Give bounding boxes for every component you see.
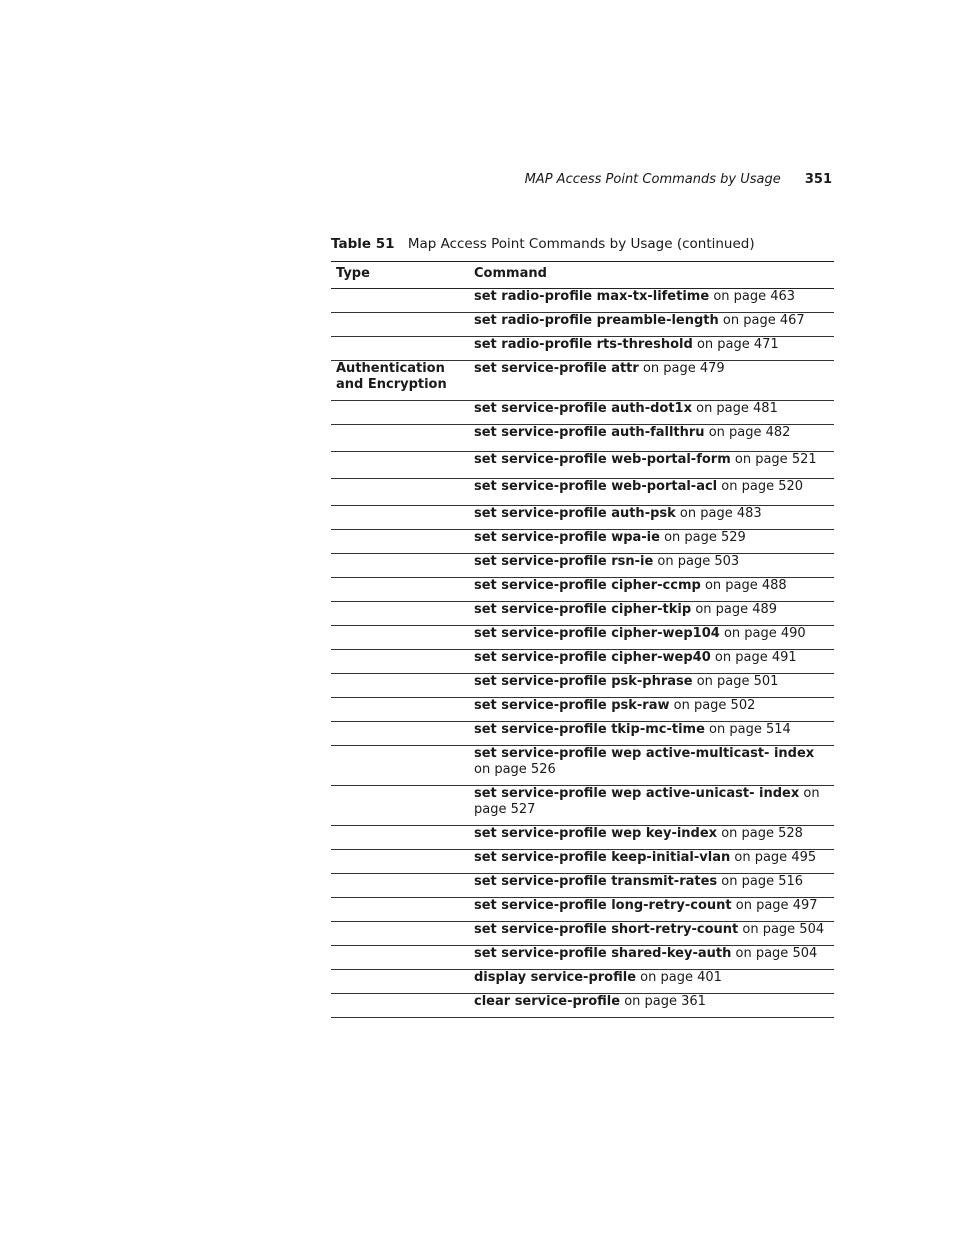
page-reference: on page 528 <box>721 826 803 841</box>
page-reference: on page 502 <box>673 698 756 713</box>
table-header-row <box>331 262 834 289</box>
page-reference: on page 401 <box>640 970 722 985</box>
running-header <box>525 171 832 189</box>
cell-type <box>331 874 469 898</box>
cell-type <box>331 994 469 1018</box>
cell-type <box>331 452 469 479</box>
table-row <box>331 289 834 313</box>
cell-command <box>469 698 834 722</box>
page-reference: on page 481 <box>696 401 778 416</box>
cell-command <box>469 746 834 786</box>
running-header-title: MAP Access Point Commands by Usage <box>524 172 781 187</box>
table-caption-text: Map Access Point Commands by Usage (continued) <box>407 236 755 252</box>
page-reference: on page 479 <box>642 361 725 376</box>
cell-command <box>469 530 834 554</box>
table-body <box>331 289 834 1018</box>
cell-type <box>331 506 469 530</box>
page-reference: on page 491 <box>714 650 797 665</box>
page-reference: on page 471 <box>696 337 779 352</box>
cell-type <box>331 602 469 626</box>
table-row <box>331 626 834 650</box>
table-row <box>331 970 834 994</box>
page-reference: on page 520 <box>721 479 804 494</box>
cell-type <box>331 698 469 722</box>
cell-type <box>331 722 469 746</box>
page-reference: on page 463 <box>713 289 796 304</box>
command-name-link[interactable]: set service-profile cipher-wep40 <box>474 650 711 665</box>
column-header-command: Command <box>474 266 547 281</box>
page-reference: on page 483 <box>679 506 762 521</box>
page-reference: on page 495 <box>734 850 817 865</box>
page-reference: on page 521 <box>734 452 817 467</box>
cell-command <box>469 946 834 970</box>
cell-type <box>331 337 469 361</box>
page-reference: on page 514 <box>709 722 791 737</box>
command-name-link[interactable]: set service-profile short-retry-count <box>474 922 739 937</box>
command-name-link[interactable]: set service-profile cipher-tkip <box>474 602 692 617</box>
command-name-link[interactable]: set service-profile wep active-unicast- index <box>474 786 800 801</box>
command-name-link[interactable]: set radio-profile preamble-length <box>474 313 719 328</box>
page-reference: on page 527 <box>474 786 820 817</box>
table-row <box>331 922 834 946</box>
cell-type <box>331 425 469 452</box>
command-name-link[interactable]: set service-profile web-portal-acl <box>474 479 718 494</box>
command-name-link[interactable]: set service-profile shared-key-auth <box>474 946 732 961</box>
table-row <box>331 554 834 578</box>
cell-type <box>331 650 469 674</box>
cell-command <box>469 506 834 530</box>
table-row <box>331 874 834 898</box>
cell-type <box>331 626 469 650</box>
commands-table <box>331 261 834 1018</box>
cell-command <box>469 922 834 946</box>
cell-type <box>331 898 469 922</box>
table-row <box>331 850 834 874</box>
cell-type <box>331 922 469 946</box>
table-row <box>331 452 834 479</box>
command-name-link[interactable]: set service-profile wep active-multicast- index <box>474 746 815 761</box>
cell-type <box>331 850 469 874</box>
command-name-link[interactable]: display service-profile <box>474 970 637 985</box>
cell-type <box>331 674 469 698</box>
table-row <box>331 746 834 786</box>
command-name-link[interactable]: set service-profile psk-raw <box>474 698 670 713</box>
table-row <box>331 650 834 674</box>
cell-command <box>469 554 834 578</box>
table-row <box>331 898 834 922</box>
table-row <box>331 361 834 401</box>
cell-command <box>469 425 834 452</box>
cell-type <box>331 946 469 970</box>
cell-command <box>469 850 834 874</box>
command-name-link[interactable]: set service-profile auth-fallthru <box>474 425 705 440</box>
page-number: 351 <box>804 172 832 187</box>
page-reference: on page 489 <box>695 602 778 617</box>
command-name-link[interactable]: set service-profile web-portal-form <box>474 452 731 467</box>
cell-command <box>469 826 834 850</box>
cell-command <box>469 874 834 898</box>
cell-command <box>469 289 834 313</box>
page-reference: on page 501 <box>696 674 779 689</box>
command-name-link[interactable]: set service-profile rsn-ie <box>474 554 654 569</box>
table-row <box>331 674 834 698</box>
cell-command <box>469 578 834 602</box>
cell-type <box>331 479 469 506</box>
table-row <box>331 946 834 970</box>
cell-type <box>331 826 469 850</box>
cell-command <box>469 994 834 1018</box>
page-reference: on page 503 <box>657 554 740 569</box>
cell-command <box>469 401 834 425</box>
table-row <box>331 506 834 530</box>
cell-command <box>469 626 834 650</box>
command-name-link[interactable]: set service-profile attr <box>474 361 639 376</box>
page-reference: on page 529 <box>664 530 746 545</box>
table-row <box>331 722 834 746</box>
table-row <box>331 578 834 602</box>
page-reference: on page 504 <box>742 922 825 937</box>
table-caption-label: Table 51 <box>331 236 395 252</box>
cell-type: Authentication and Encryption <box>336 361 447 392</box>
cell-type <box>331 970 469 994</box>
cell-type <box>331 554 469 578</box>
command-name-link[interactable]: clear service-profile <box>474 994 621 1009</box>
column-header-type: Type <box>336 266 370 281</box>
table-row <box>331 530 834 554</box>
cell-command <box>469 337 834 361</box>
cell-command <box>469 722 834 746</box>
cell-command <box>469 452 834 479</box>
cell-type <box>331 786 469 826</box>
cell-command <box>469 361 834 401</box>
table-caption <box>331 235 755 253</box>
cell-command <box>469 479 834 506</box>
cell-command <box>469 970 834 994</box>
command-name-link[interactable]: set service-profile wep key-index <box>474 826 718 841</box>
command-name-link[interactable]: set radio-profile max-tx-lifetime <box>474 289 710 304</box>
command-name-link[interactable]: set service-profile tkip-mc-time <box>474 722 705 737</box>
cell-type <box>331 401 469 425</box>
cell-command <box>469 650 834 674</box>
command-name-link[interactable]: set service-profile cipher-wep104 <box>474 626 720 641</box>
table-row <box>331 786 834 826</box>
page-reference: on page 526 <box>474 761 556 777</box>
command-name-link[interactable]: set service-profile psk-phrase <box>474 674 693 689</box>
table-row <box>331 401 834 425</box>
cell-command <box>469 313 834 337</box>
cell-command <box>469 602 834 626</box>
table-row <box>331 313 834 337</box>
cell-type <box>331 746 469 786</box>
commands-table-container <box>331 261 834 1018</box>
table-row <box>331 826 834 850</box>
page-reference: on page 361 <box>624 994 706 1009</box>
page-reference: on page 497 <box>735 898 818 913</box>
table-row <box>331 479 834 506</box>
cell-type <box>331 578 469 602</box>
page-reference: on page 504 <box>735 946 818 961</box>
command-name-link[interactable]: set service-profile long-retry-count <box>474 898 732 913</box>
page-reference: on page 467 <box>722 313 805 328</box>
command-name-link[interactable]: set radio-profile rts-threshold <box>474 337 693 352</box>
table-row <box>331 337 834 361</box>
table-row <box>331 698 834 722</box>
page-reference: on page 516 <box>721 874 804 889</box>
command-name-link[interactable]: set service-profile cipher-ccmp <box>474 578 701 593</box>
cell-command <box>469 898 834 922</box>
command-name-link[interactable]: set service-profile wpa-ie <box>474 530 660 545</box>
page-reference: on page 482 <box>708 425 791 440</box>
cell-type <box>331 313 469 337</box>
table-row <box>331 602 834 626</box>
command-name-link[interactable]: set service-profile auth-psk <box>474 506 676 521</box>
command-name-link[interactable]: set service-profile transmit-rates <box>474 874 718 889</box>
cell-command <box>469 674 834 698</box>
table-row <box>331 994 834 1018</box>
page-reference: on page 488 <box>704 578 787 593</box>
cell-type <box>331 289 469 313</box>
command-name-link[interactable]: set service-profile keep-initial-vlan <box>474 850 731 865</box>
cell-type <box>331 530 469 554</box>
command-name-link[interactable]: set service-profile auth-dot1x <box>474 401 692 416</box>
page-reference: on page 490 <box>723 626 806 641</box>
cell-command <box>469 786 834 826</box>
table-row <box>331 425 834 452</box>
